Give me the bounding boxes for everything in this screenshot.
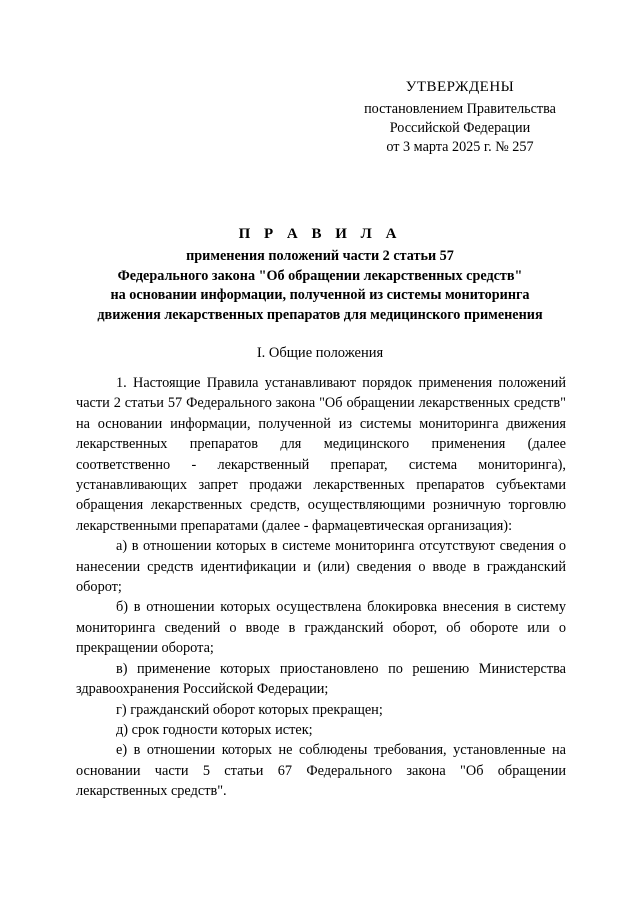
subtitle-line-2: Федерального закона "Об обращении лекарственных средств" (117, 267, 523, 284)
subtitle-line-1: применения положений части 2 статьи 57 (186, 248, 454, 264)
paragraph-1: 1. Настоящие Правила устанавливают порядок применения положений части 2 статьи 57 Федерального закона "Об обращении лекарственных средств" на основании информации, полученной из системы мониторинга движения лекарственных препаратов для медицинского применения (далее соответственно - лекарственный препарат, система мониторинга), устанавливающих запрет продажи лекарственных препаратов субъектами обращения лекарственных средств, осуществляющими розничную торговлю лекарственными препаратами (далее - фармацевтическая организация): (76, 375, 566, 534)
subtitle-line-4: движения лекарственных препаратов для медицинского применения (97, 306, 543, 323)
approval-heading: УТВЕРЖДЕНЫ (405, 79, 515, 95)
document-subtitle (40, 247, 600, 325)
approval-block (340, 78, 580, 157)
approval-line-1: постановлением Правительства (364, 101, 556, 117)
approval-line-2: Российской Федерации (389, 120, 531, 136)
document-body (76, 373, 566, 802)
section-heading: I. Общие положения (256, 345, 384, 361)
paragraph-g: г) гражданский оборот которых прекращен; (116, 701, 383, 718)
subtitle-line-3: на основании информации, полученной из системы мониторинга (110, 287, 530, 303)
paragraph-b: б) в отношении которых осуществлена блокировка внесения в систему мониторинга сведений о вводе в гражданский оборот, об обороте или о прекращении оборота; (76, 599, 566, 657)
document-title: П Р А В И Л А (238, 226, 402, 242)
paragraph-d: д) срок годности которых истек; (116, 721, 313, 738)
approval-line-3: от 3 марта 2025 г. № 257 (386, 139, 534, 155)
paragraph-e: е) в отношении которых не соблюдены требования, установленные на основании части 5 статьи 67 Федерального закона "Об обращении лекарственных средств". (76, 742, 566, 800)
paragraph-a: а) в отношении которых в системе мониторинга отсутствуют сведения о нанесении средств идентификации и (или) сведения о вводе в гражданский оборот; (76, 538, 566, 596)
paragraph-v: в) применение которых приостановлено по решению Министерства здравоохранения Российской Федерации; (76, 660, 566, 698)
